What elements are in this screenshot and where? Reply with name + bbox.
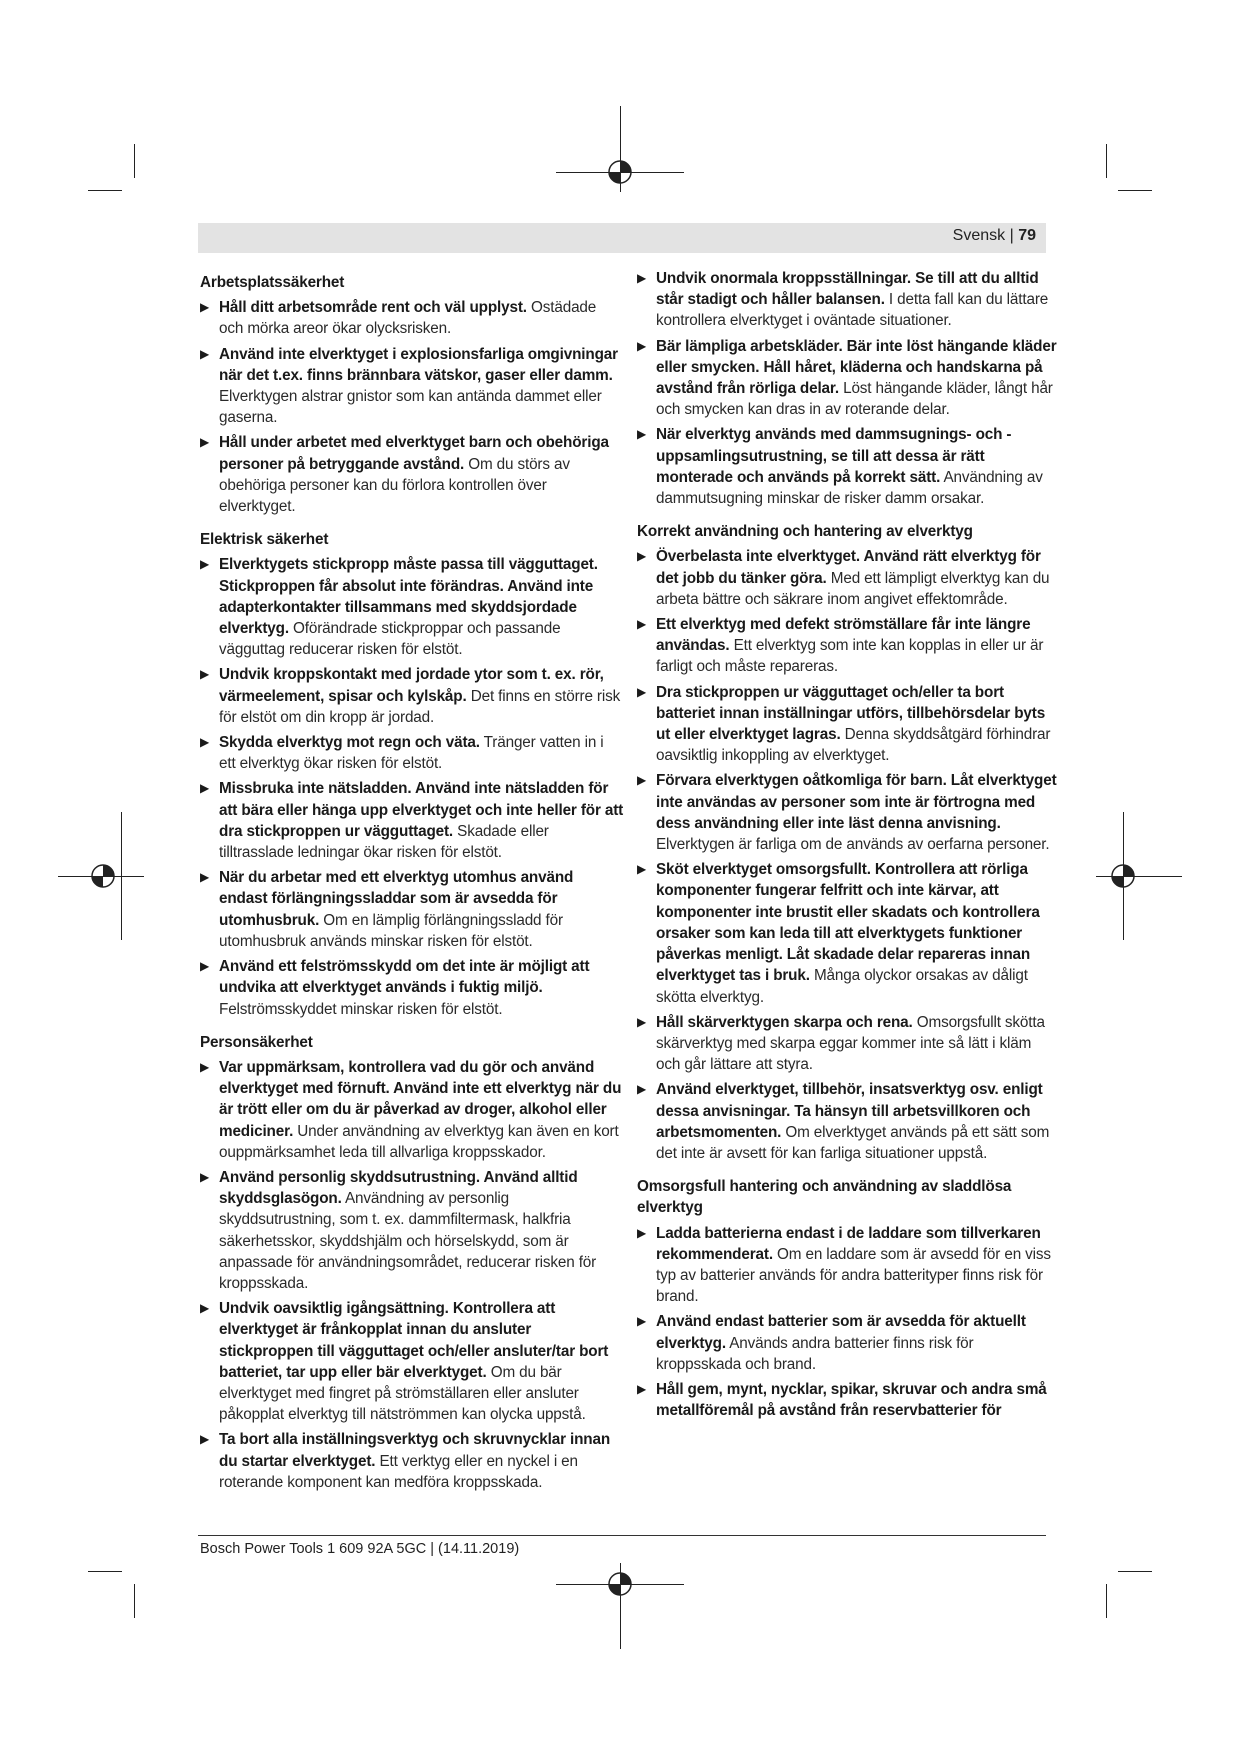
bullet-arrow-icon: ▶ [637,1014,647,1029]
bullet-arrow-icon: ▶ [637,862,647,877]
crop-mark [1118,1571,1152,1572]
instruction-text: Används andra batterier finns risk för kroppsskada och brand. [656,1334,974,1373]
instruction-bold: Ett elverktyg med defekt strömställare får inte längre användas. [656,616,1031,655]
list-item [637,1379,1057,1421]
bullet-arrow-icon: ▶ [637,1225,647,1240]
list-item [637,424,1057,509]
list-item [200,1167,624,1294]
bullet-arrow-icon: ▶ [637,617,647,632]
instruction-bold: Använd elverktyget, tillbehör, insatsverktyg osv. enligt dessa anvisningar. Ta hänsyn till arbetsvillkoren och arbetsmomenten. [656,1081,1043,1141]
instruction-text: Ett verktyg eller en nyckel i en roterande komponent kan medföra kroppsskada. [219,1452,578,1491]
list-item [200,664,624,728]
list-item [637,1311,1057,1375]
crop-mark [1106,1584,1107,1618]
list-item [200,554,624,660]
instruction-bold: Använd inte elverktyget i explosionsfarliga omgivningar när det t.ex. finns brännbara vätskor, gaser eller damm. [219,345,618,384]
list-item [637,770,1057,855]
instruction-bold: Använd personlig skyddsutrustning. Använd alltid skyddsglasögon. [219,1168,578,1208]
instruction-text: Om du störs av obehöriga personer kan du förlora kontrollen över elverktyget. [219,455,570,516]
bullet-arrow-icon: ▶ [637,271,647,285]
list-item [200,1298,624,1425]
instruction-bold: När elverktyg används med dammsugnings- och -uppsamlingsutrustning, se till att dessa är rätt monterade och används på korrekt sätt. [656,426,1012,486]
instruction-text: Användning av personlig skyddsutrustning, som t. ex. dammfiltermask, halkfria säkerhetsskor, skyddshjälm och hörselskydd, som är anpassade för användningsområdet, reducerar risken för kroppsskada. [219,1190,597,1292]
instruction-bold: Håll skärverktygen skarpa och rena. [656,1013,913,1031]
list-item [637,1079,1057,1164]
bullet-arrow-icon: ▶ [200,1059,210,1074]
instruction-bold: Håll under arbetet med elverktyget barn och obehöriga personer på betryggande avstånd. [219,434,609,473]
list-item [200,1057,624,1163]
list-item [637,614,1057,678]
bullet-arrow-icon: ▶ [200,1301,210,1316]
crop-mark [134,144,135,178]
bullet-arrow-icon: ▶ [200,959,210,974]
instruction-bold: Sköt elverktyget omsorgsfullt. Kontrollera att rörliga komponenter fungerar felfritt och inte kärvar, att komponenter inte brustit eller skadats och kontrollera orsaker som kan leda till att elverktygets funktioner påverkas menligt. Låt skadade delar repareras innan elverktyget tas i bruk. [656,861,1040,985]
list-item [637,268,1057,332]
instruction-bold: Skydda elverktyg mot regn och väta. [219,734,480,752]
instruction-text: Elverktygen alstrar gnistor som kan antända dammet eller gaserna. [219,388,602,427]
bullet-arrow-icon: ▶ [637,338,647,353]
bullet-arrow-icon: ▶ [200,300,210,315]
crop-mark [88,1571,122,1572]
bullet-arrow-icon: ▶ [200,870,210,885]
section-heading: Korrekt användning och hantering av elverktyg [637,523,973,541]
left-column [200,268,624,1501]
page-number: 79 [1018,227,1036,244]
instruction-text: Användning av dammutsugning minskar de risker damm orsakar. [656,468,1043,508]
instruction-text: Det finns en större risk för elstöt om din kropp är jordad. [219,687,621,726]
instruction-bold: Håll ditt arbetsområde rent och väl upplyst. [219,299,527,317]
crop-mark [134,1584,135,1618]
list-item [200,956,624,1020]
instruction-bold: Ta bort alla inställningsverktyg och skruvnycklar innan du startar elverktyget. [219,1431,611,1470]
instruction-bold: Ladda batterierna endast i de laddare som tillverkaren rekommenderat. [656,1224,1041,1263]
registration-mark-icon [606,158,634,186]
bullet-arrow-icon: ▶ [637,773,647,788]
instruction-bold: Var uppmärksam, kontrollera vad du gör och använd elverktyget med förnuft. Använd inte ett elverktyg när du är trött eller om du är påverkad av droger, alkohol eller mediciner. [219,1058,622,1140]
instruction-text: I detta fall kan du lättare kontrollera elverktyget i oväntade situationer. [656,291,1049,330]
instruction-bold: När du arbetar med ett elverktyg utomhus använd endast förlängningssladdar som är avsedda för utomhusbruk. [219,869,574,929]
bullet-arrow-icon: ▶ [637,1082,647,1097]
instruction-bold: Överbelasta inte elverktyget. Använd rätt elverktyg för det jobb du tänker göra. [656,548,1041,587]
list-item [637,546,1057,610]
list-item [200,1429,624,1493]
instruction-text: Felströmsskyddet minskar risken för elstöt. [219,1000,503,1018]
list-item [637,682,1057,767]
list-item [200,778,624,863]
section-heading: Personsäkerhet [200,1033,313,1051]
list-item [200,432,624,517]
footer-rule [198,1535,1046,1536]
instruction-text: Om elverktyget används på ett sätt som det inte är avsett för kan farliga situationer uppstå. [656,1123,1050,1162]
crop-mark [1118,190,1152,191]
bullet-arrow-icon: ▶ [200,557,210,572]
instruction-text: Ett elverktyg som inte kan kopplas in eller ur är farligt och måste repareras. [656,637,1044,676]
page-header [198,223,1046,253]
section-name: Svensk [952,227,1006,244]
list-item [637,1223,1057,1308]
instruction-text: Skadade eller tilltrasslade ledningar ökar risken för elstöt. [219,822,549,862]
instruction-bold: Förvara elverktygen oåtkomliga för barn. Låt elverktyget inte användas av personer som inte är förtrogna med dess användning eller inte läst denna anvisning. [656,772,1057,832]
list-item [200,732,624,774]
bullet-arrow-icon: ▶ [637,1314,647,1329]
bullet-arrow-icon: ▶ [200,435,210,450]
instruction-bold: Använd ett felströmsskydd om det inte är möjligt att undvika att elverktyget används i fuktig miljö. [219,958,590,997]
instruction-text: Omsorgsfullt skötta skärverktyg med skarpa eggar kommer inte så lätt i kläm och går lättare att styra. [656,1013,1045,1074]
instruction-text: Om en lämplig förlängningssladd för utomhusbruk används minskar risken för elstöt. [219,911,563,950]
instruction-bold: Håll gem, mynt, nycklar, spikar, skruvar och andra små metallföremål på avstånd från reservbatterier för [656,1380,1047,1420]
registration-mark-icon [89,862,117,890]
bullet-arrow-icon: ▶ [200,667,210,682]
page-footer: Bosch Power Tools 1 609 92A 5GC | (14.11.2019) [200,1541,520,1557]
list-item [637,336,1057,421]
instruction-bold: Använd endast batterier som är avsedda för aktuellt elverktyg. [656,1313,1026,1352]
instruction-text: Löst hängande kläder, långt hår och smycken kan dras in av roterande delar. [656,380,1053,419]
instruction-text: Med ett lämpligt elverktyg kan du arbeta bättre och säkrare inom angivet effektområde. [656,569,1050,608]
instruction-text: Oförändrade stickproppar och passande vägguttag reducerar risken för elstöt. [219,620,561,659]
list-item [200,867,624,952]
registration-mark-icon [1109,862,1137,890]
section-heading: Elektrisk säkerhet [200,531,329,549]
bullet-arrow-icon: ▶ [200,1169,210,1184]
crop-mark [1106,144,1107,178]
bullet-arrow-icon: ▶ [637,549,647,564]
list-item [200,297,624,339]
list-item [200,344,624,429]
bullet-arrow-icon: ▶ [637,427,647,442]
instruction-text: Om du bär elverktyget med fingret på strömställaren eller ansluter påkopplat elverktyg till nätströmmen kan olycka uppstå. [219,1363,586,1424]
instruction-text: Ostädade och mörka areor ökar olycksrisken. [219,299,597,338]
bullet-arrow-icon: ▶ [200,735,210,750]
instruction-text: Denna skyddsåtgärd förhindrar oavsiktlig inkoppling av elverktyget. [656,726,1051,765]
instruction-text: Tränger vatten in i ett elverktyg ökar risken för elstöt. [219,734,604,773]
instruction-text: Elverktygen är farliga om de används av oerfarna personer. [656,836,1050,854]
crop-mark [88,190,122,191]
instruction-bold: Undvik kroppskontakt med jordade ytor som t. ex. rör, värmeelement, spisar och kylskåp. [219,666,604,705]
instruction-bold: Undvik oavsiktlig igångsättning. Kontrollera att elverktyget är frånkopplat innan du ansluter stickproppen till vägguttaget och/eller ansluter/tar bort batteriet, tar upp eller bär elverktyget. [219,1300,609,1381]
instruction-text: Under användning av elverktyg kan även en kort ouppmärksamhet leda till allvarliga kroppsskador. [219,1122,619,1161]
bullet-arrow-icon: ▶ [200,346,210,361]
instruction-bold: Missbruka inte nätsladden. Använd inte nätsladden för att bära eller hänga upp elverktyget och inte heller för att dra stickproppen ur vägguttaget. [219,780,624,840]
bullet-arrow-icon: ▶ [637,1381,647,1396]
right-column [637,268,1057,1429]
bullet-arrow-icon: ▶ [200,1432,210,1447]
instruction-text: Om en laddare som är avsedd för en viss typ av batterier används för andra batterityper finns risk för brand. [656,1245,1051,1306]
list-item [637,859,1057,1007]
section-heading: Omsorgsfull hantering och användning av sladdlösa elverktyg [637,1178,1012,1217]
instruction-bold: Elverktygets stickpropp måste passa till vägguttaget. Stickproppen får absolut inte förändras. Använd inte adapterkontakter tillsammans med skyddsjordade elverktyg. [219,556,598,638]
instruction-bold: Undvik onormala kroppsställningar. Se till att du alltid står stadigt och håller balansen. [656,270,1039,309]
bullet-arrow-icon: ▶ [637,684,647,699]
instruction-text: Många olyckor orsakas av dåligt skötta elverktyg. [656,967,1028,1006]
separator: | [1009,227,1014,244]
registration-mark-icon [606,1570,634,1598]
bullet-arrow-icon: ▶ [200,781,210,796]
section-heading: Arbetsplatssäkerhet [200,274,345,291]
instruction-bold: Dra stickproppen ur vägguttaget och/eller ta bort batteriet innan inställningar utförs, tillbehörsdelar byts ut eller elverktyget lagras. [656,683,1046,744]
page-label [953,227,1036,245]
list-item [637,1012,1057,1076]
instruction-bold: Bär lämpliga arbetskläder. Bär inte löst hängande kläder eller smycken. Håll håret, kläderna och handskarna på avstånd från rörliga delar. [656,337,1057,398]
